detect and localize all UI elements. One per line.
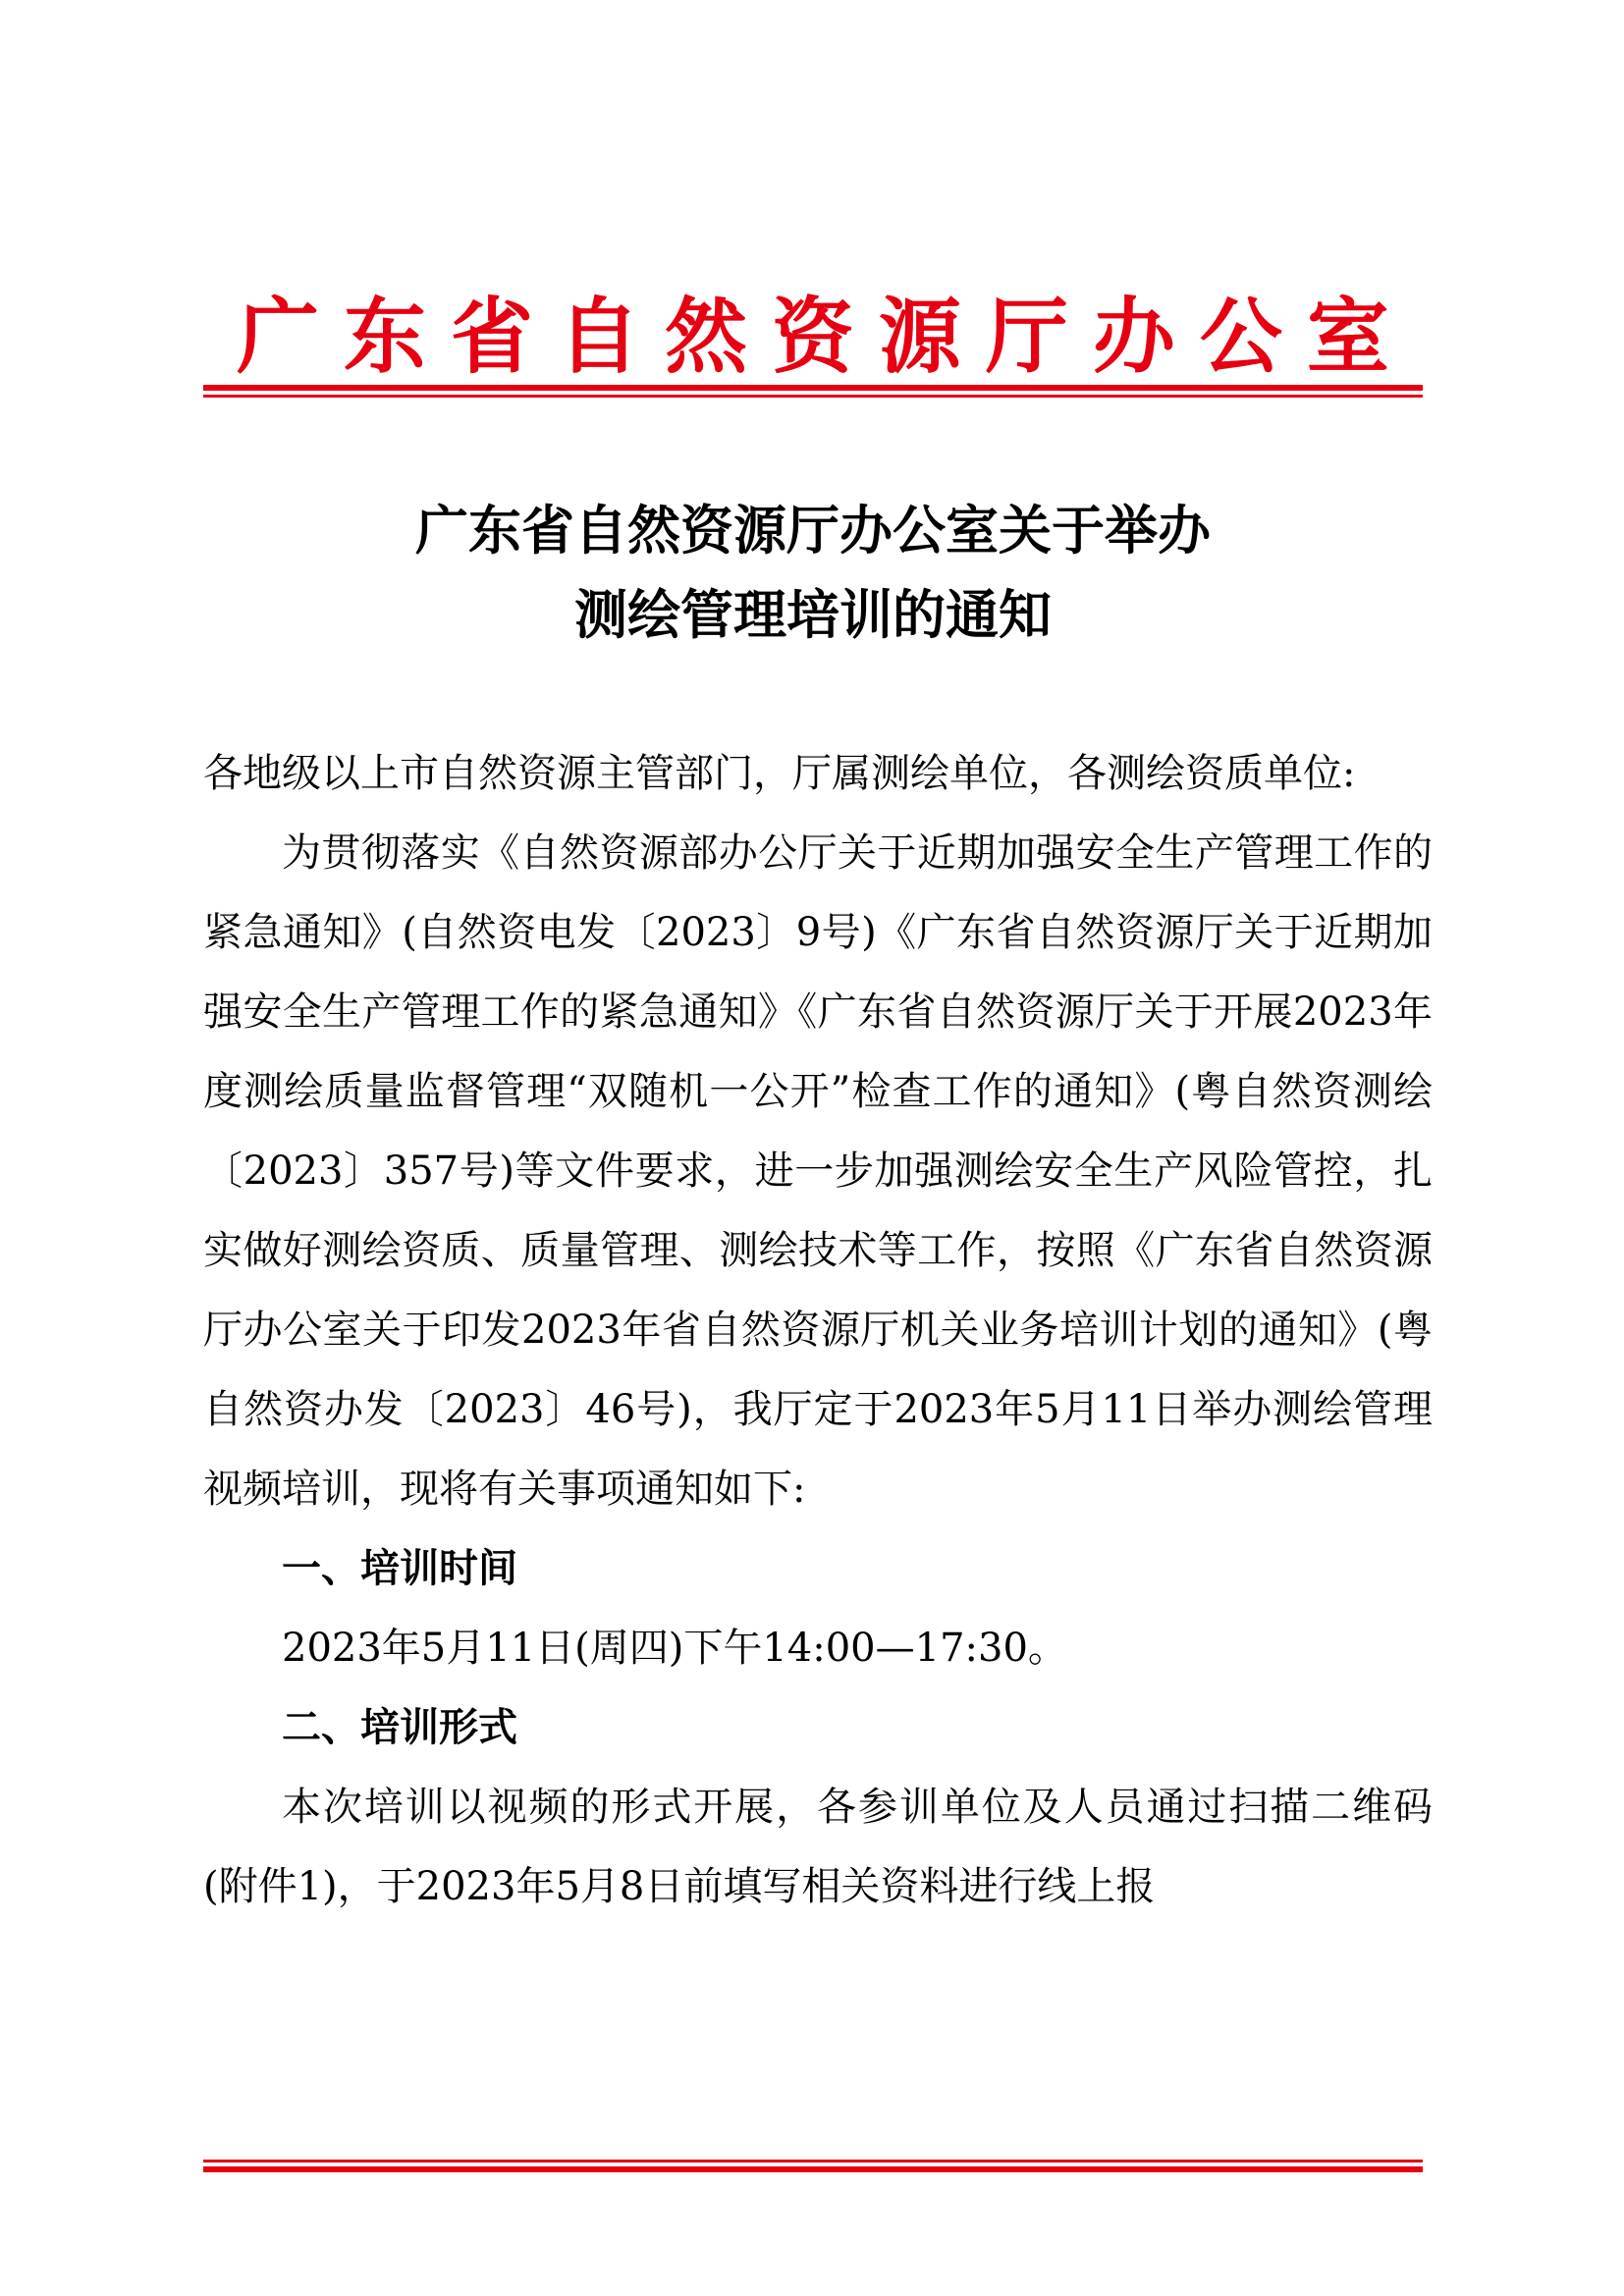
header-char: 广 (237, 289, 320, 385)
header-char: 然 (664, 289, 747, 385)
header-char: 源 (878, 289, 961, 385)
header-char: 东 (343, 289, 426, 385)
section-heading-time: 一、培训时间 (282, 1546, 517, 1591)
document-title-line-1: 广东省自然资源厅办公室关于举办 (415, 499, 1211, 561)
intro-paragraph: 为贯彻落实《自然资源部办公厅关于近期加强安全生产管理工作的紧急通知》(自然资电发〔2023〕9号)《广东省自然资源厅关于近期加强安全生产管理工作的紧急通知》《广东省自然资源厅关于开展2023年度测绘质量监督管理“双随机一公开”检查工作的通知》(粤自然资测绘〔2023〕357号)等文件要求，进一步加强测绘安全生产风险管控，扎实做好测绘资质、质量管理、测绘技术等工作，按照《广东省自然资源厅办公室关于印发2023年省自然资源厅机关业务培训计划的通知》(粤自然资办发〔2023〕46号)，我厅定于2023年5月11日举办测绘管理视频培训，现将有关事项通知如下: (203, 830, 1433, 1512)
header-char: 办 (1092, 289, 1175, 385)
header-char: 自 (557, 289, 640, 385)
header-char: 公 (1199, 289, 1282, 385)
section-heading-format: 二、培训形式 (282, 1705, 517, 1750)
footer-red-rule-thin (203, 2160, 1423, 2163)
document-title-line-2: 测绘管理培训的通知 (574, 583, 1052, 646)
issuer-header (203, 283, 1423, 391)
header-char: 厅 (985, 289, 1068, 385)
header-red-rule-thin (203, 395, 1423, 398)
header-char: 室 (1306, 289, 1389, 385)
document-body (203, 734, 1433, 1927)
header-char: 资 (771, 289, 854, 385)
header-char: 省 (450, 289, 533, 385)
section-text-time: 2023年5月11日(周四)下午14:00—17:30。 (282, 1626, 1067, 1671)
salutation: 各地级以上市自然资源主管部门，厅属测绘单位，各测绘资质单位: (203, 751, 1356, 796)
section-text-format: 本次培训以视频的形式开展，各参训单位及人员通过扫描二维码(附件1)，于2023年5月8日前填写相关资料进行线上报 (203, 1785, 1433, 1909)
footer-red-rule-thick (203, 2166, 1423, 2172)
header-red-rule-thick (203, 385, 1423, 391)
